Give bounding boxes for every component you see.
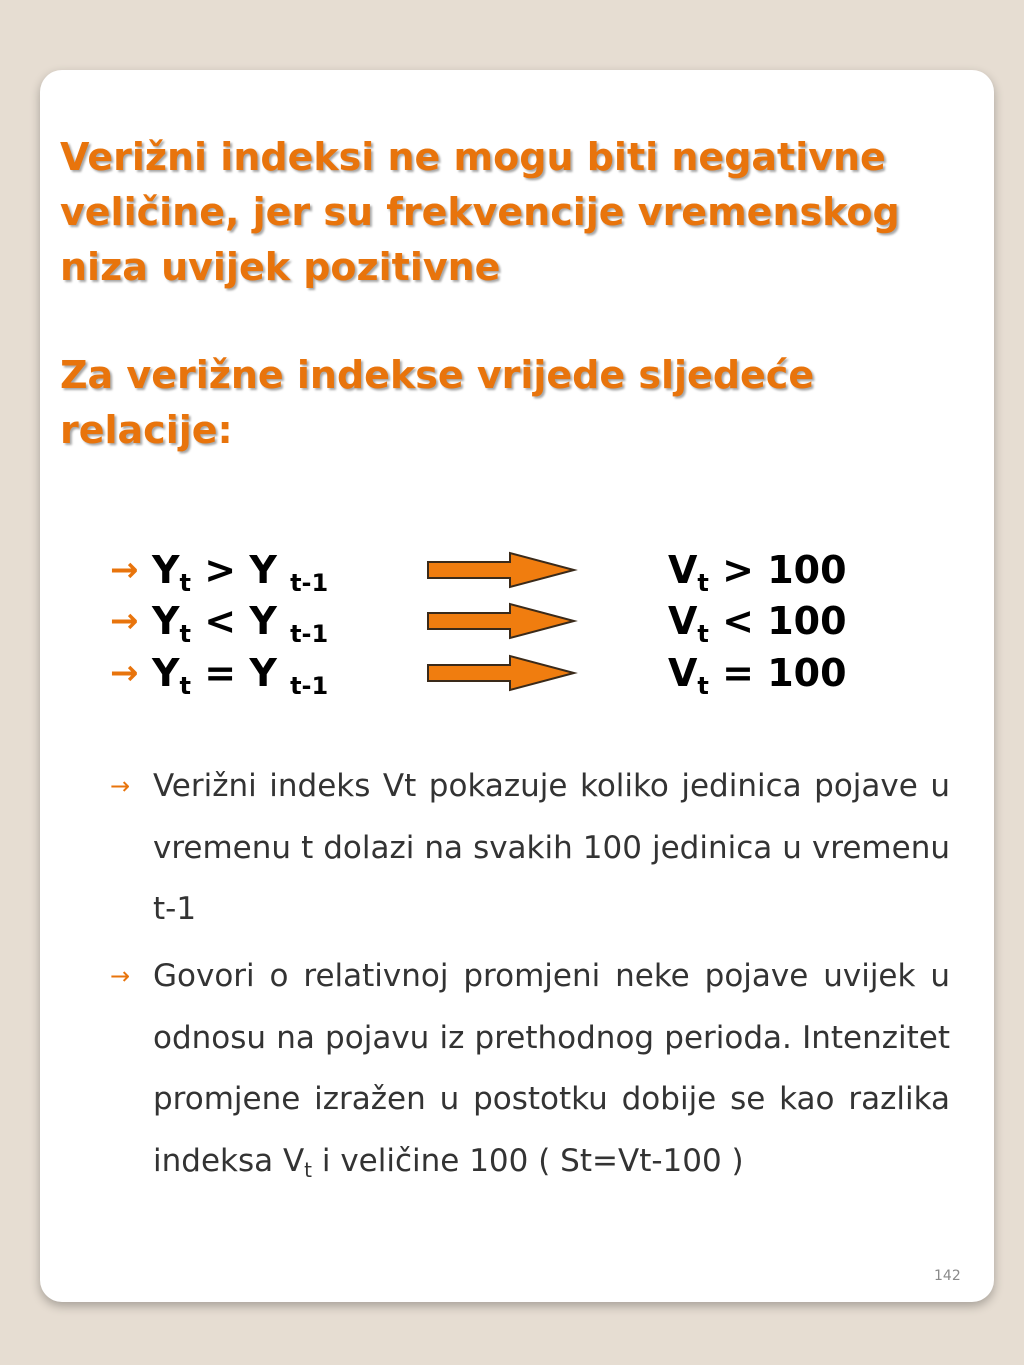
relation-condition: $Y_t < Y$ $_{t-1}$ (152, 599, 329, 648)
slide-subtitle (60, 348, 980, 458)
arrow-bullet-icon: → (110, 962, 131, 990)
slide-title: Verižni indeksi ne mogu biti negativne veličine, jer su frekvencije vremenskog niza uvijek pozitivne (60, 135, 900, 289)
right-arrow-icon (426, 550, 578, 590)
arrow-bullet-icon: → (110, 601, 139, 641)
paragraph-chain-index (110, 756, 950, 941)
paragraph-text: Verižni indeks Vt pokazuje koliko jedinica pojave u vremenu t dolazi na svakih 100 jedinica u vremenu t-1 (153, 768, 950, 927)
relation-condition: $Y_t > Y$ $_{t-1}$ (152, 548, 329, 597)
subtitle-colon: : (217, 408, 233, 452)
relation-row (110, 651, 890, 701)
paragraph-relative-change (110, 946, 950, 1192)
right-arrow-icon (426, 601, 578, 641)
arrow-bullet-icon: → (110, 653, 139, 693)
relation-result: $V_t = 100$ (668, 651, 847, 700)
subtitle-text: Za verižne indekse vrijede sljedeće relacije (60, 353, 815, 452)
relation-row (110, 599, 890, 649)
paragraph-text: Govori o relativnoj promjeni neke pojave uvijek u odnosu na pojavu iz prethodnog perioda. Intenzitet promjene izražen u postotku dobije se kao razlika indeksa $V_t$ i veličine 100 ( St=Vt-100 ) (153, 958, 950, 1182)
arrow-bullet-icon: → (110, 772, 131, 800)
arrow-bullet-icon: → (110, 550, 139, 590)
relation-result: $V_t > 100$ (668, 548, 847, 597)
right-arrow-icon (426, 653, 578, 693)
relation-row (110, 548, 890, 598)
relation-result: $V_t < 100$ (668, 599, 847, 648)
relation-condition: $Y_t = Y$ $_{t-1}$ (152, 651, 329, 700)
page-number: 142 (934, 1268, 961, 1284)
